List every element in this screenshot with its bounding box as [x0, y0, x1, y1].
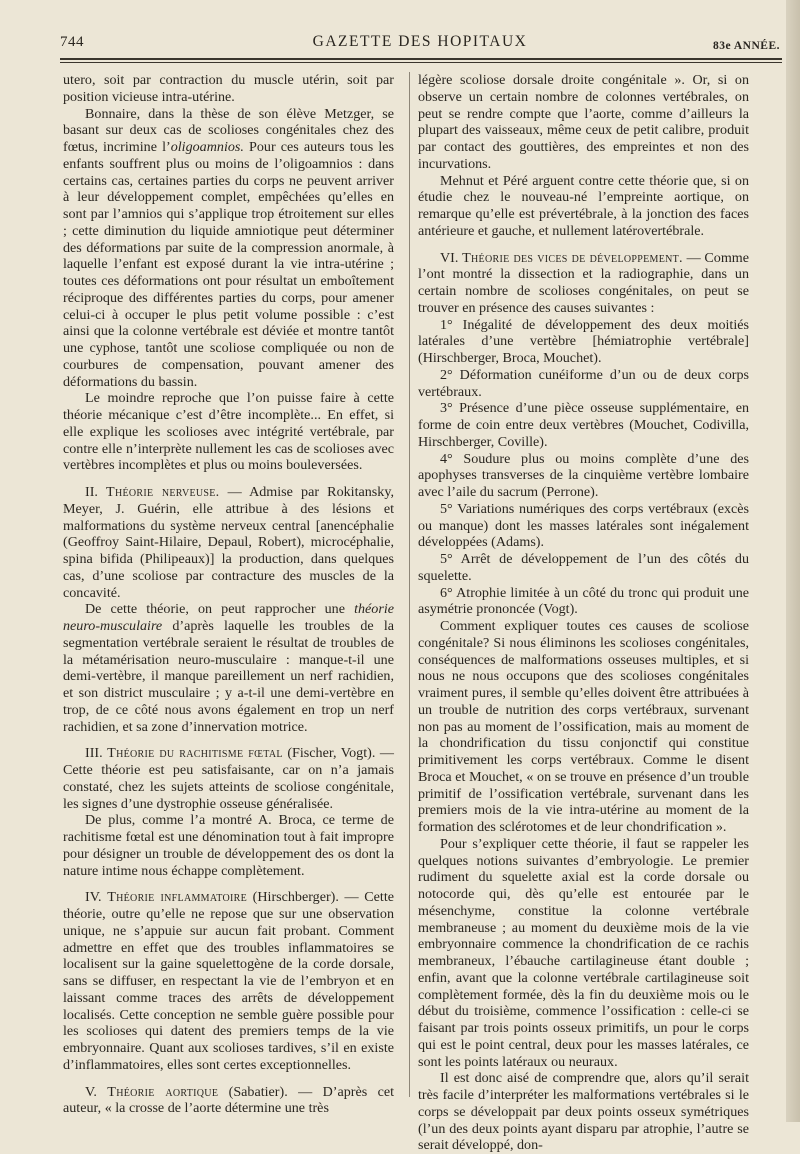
text-run: — Admise par Rokitansky, Meyer, J. Guérin, elle attribue à des lésions et malformations du système nerveux central [anencéphalie (Geoffroy Saint-Hilaire, Depaul, Robert), microcéphalie, spina bifida (Philipeaux)] la production, dans quelques cas, d’une scoliose par contracture des muscles de la concavité.	[63, 484, 394, 601]
paragraph: De plus, comme l’a montré A. Broca, ce terme de rachitisme fœtal est une dénomination tout à fait impropre pour désigner un trouble de développement des os dont la nature intime nous échappe complètement.	[63, 812, 394, 879]
header-rule-thin	[60, 62, 782, 63]
text-run: III.	[85, 745, 108, 762]
paragraph: légère scoliose dorsale droite congénitale ». Or, si on observe un certain nombre de colonnes vertébrales, on peut se rendre compte que l’aorte, comme d’ailleurs la plupart des vaisseaux, même ceux de petit calibre, produit par contact des gouttières, des empreintes et non des incurvations.	[418, 72, 749, 172]
section-heading: Théorie du rachitisme fœtal	[107, 745, 283, 762]
year-label: 83e ANNÉE.	[713, 40, 780, 52]
page-edge	[786, 0, 800, 1122]
text-run: Pour ces auteurs tous les enfants souffrent plus ou moins de l’oligoamnios : dans certains cas, certaines parties du corps ne peuvent arriver à leur développement complet, empêchées qu’elles en sont par l’amnios qui s’applique trop étroitement sur elles ; cette diminution du liquide amniotique peut déterminer des déformations par suite de la compression anormale, à laquelle l’enfant est exposé durant la vie intra-utérine ; toutes ces déformations ont pour résultat un emboîtement réciproque des différentes parties du corps, pour amener celui-ci à occuper le plus petit volume possible : c’est ainsi que la colonne vertébrale est déviée et montre tantôt une cyphose, tantôt une scoliose compliquée ou non de courbures de compensation, pouvant amener des déformations du bassin.	[63, 139, 394, 390]
section-heading: Théorie inflammatoire	[107, 889, 248, 906]
column-divider	[409, 72, 410, 1097]
paragraph: 2° Déformation cunéiforme d’un ou de deux corps vertébraux.	[418, 366, 749, 400]
paragraph: 4° Soudure plus ou moins complète d’une des apophyses transverses de la cinquième vertèbre lombaire avec l’aile du sacrum (Perrone).	[418, 450, 749, 500]
paragraph: utero, soit par contraction du muscle utérin, soit par position vicieuse intra-utérine.	[63, 72, 394, 105]
paragraph: 3° Présence d’une pièce osseuse supplémentaire, en forme de coin entre deux vertèbres (Mouchet, Codivilla, Hirschberger, Coville).	[418, 400, 749, 450]
paragraph	[63, 1084, 394, 1118]
paragraph: Il est donc aisé de comprendre que, alors qu’il serait très facile d’interpréter les malformations vertébrales si le corps se développait par deux points osseux symétriques (l’un des deux points ayant disparu par atrophie, l’autre se serait développé, don-	[418, 1070, 749, 1154]
paragraph: Comment expliquer toutes ces causes de scoliose congénitale? Si nous éliminons les scolioses congénitales, conséquences de malformations osseuses multiples, et si nous ne nous occupons que des scolioses congénitales vraiment pures, il semble qu’elles doivent être attribuées à un trouble de nutrition des corps vertébraux, survenant non pas au moment de l’ossification, mais au moment de la chondrification du tissu conjonctif qui constitue primitivement les corps vertébraux. Comme le disent Broca et Mouchet, « on se trouve en présence d’un trouble primitif de l’ossification vertébrale, survenant dans les premiers mois de la vie intra-utérine au moment de la formation des sclérotomes et de leur chondrification ».	[418, 618, 749, 835]
section-heading: Théorie des vices de développement.	[462, 249, 683, 266]
text-run: (Fischer, Vogt). — Cette théorie est peu satisfaisante, car on n’a jamais constaté, chez les sujets atteints de scoliose congénitale, les signes d’une dystrophie osseuse généralisée.	[63, 745, 394, 812]
paragraph	[63, 601, 394, 735]
text-run: Bonnaire, dans la thèse de son élève Metzger, se basant sur deux cas de scolioses congénitales chez des fœtus, incrimine l’	[63, 105, 394, 155]
paragraph	[63, 889, 394, 1073]
header-rule-thick	[60, 58, 782, 60]
left-column	[63, 72, 394, 1117]
journal-title: GAZETTE DES HOPITAUX	[312, 33, 528, 50]
paragraph	[63, 745, 394, 812]
paragraph: Le moindre reproche que l’on puisse faire à cette théorie mécanique c’est d’être incomplète... En effet, si elle explique les scolioses avec intégrité vertébrale, par contre elle n’interprète nullement les cas de scolioses avec vertèbres incomplètes et plus ou moins bouleversées.	[63, 390, 394, 474]
paragraph	[63, 106, 394, 391]
italic-term: théorie neuro-musculaire	[63, 601, 394, 634]
text-run: — Comme l’ont montré la dissection et la radiographie, dans un certain nombre de scolioses congénitales, on peut se trouver en présence des causes suivantes :	[418, 249, 749, 316]
text-run: d’après laquelle les troubles de la segmentation vertébrale seraient le résultat de troubles de la métamérisation neuro-musculaire : manque-t-il une demi-vertèbre, il manque pareillement un nerf rachidien, et son district musculaire ; y a-t-il une demi-vertèbre en trop, de ce côté nous avons également en trop un nerf rachidien, et sa zone d’innervation motrice.	[63, 618, 394, 735]
text-run: IV.	[85, 889, 108, 906]
section-heading: Théorie aortique	[107, 1083, 219, 1100]
text-run: VI.	[440, 249, 463, 266]
section-heading: Théorie nerveuse.	[106, 484, 220, 500]
page-number: 744	[60, 34, 84, 50]
text-run: De cette théorie, on peut rapprocher une	[85, 601, 355, 618]
right-column	[418, 72, 749, 1154]
italic-term: oligoamnios.	[170, 139, 244, 155]
paragraph	[63, 484, 394, 601]
paragraph: 1° Inégalité de développement des deux moitiés latérales d’une vertèbre [hémiatrophie vertébrale] (Hirschberger, Broca, Mouchet).	[418, 316, 749, 366]
paragraph: Mehnut et Péré arguent contre cette théorie que, si on étudie chez le nouveau-né l’empreinte aortique, on remarque qu’elle est prévertébrale, à la jonction des faces antérieure et gauche, et nullement latérovertébrale.	[418, 172, 749, 239]
paragraph: 5° Arrêt de développement de l’un des côtés du squelette.	[418, 551, 749, 584]
text-run: II.	[85, 484, 107, 500]
page-header	[60, 30, 780, 58]
paragraph: Pour s’expliquer cette théorie, il faut se rappeler les quelques notions suivantes d’embryologie. Le premier rudiment du squelette axial est la corde dorsale ou notocorde qui, dès qu’elle est entourée par le mésenchyme, constitue la colonne vertébrale membraneuse ; au moment du deuxième mois de la vie embryonnaire commence la chondrification de ce rachis membraneux, l’ébauche cartilagineuse étant double ; enfin, avant que la colonne vertébrale cartilagineuse soit complètement formée, dès la fin du deuxième mois ou le début du troisième, commence l’ossification : celle-ci se faisant par trois points osseux primitifs, un pour le corps qui est le point central, deux pour les masses latérales, ce sont les points latéraux ou neuraux.	[418, 835, 749, 1070]
paragraph: 5° Variations numériques des corps vertébraux (excès ou manque) dont les masses latérales sont inégalement développées (Adams).	[418, 500, 749, 551]
text-run: V.	[85, 1083, 108, 1100]
text-run: (Sabatier). — D’après cet auteur, « la crosse de l’aorte détermine une très	[63, 1083, 394, 1117]
paragraph	[418, 250, 749, 317]
text-run: (Hirschberger). — Cette théorie, outre qu’elle ne repose que sur une observation unique, ne s’appuie sur aucun fait probant. Comment admettre en effet que des troubles inflammatoires se localisent sur la gaine squelettogène de la corde dorsale, sans se diffuser, en respectant la vie de l’embryon et en laissant comme traces des arrêts de développement localisés. Cette conception ne semble guère possible pour les scolioses qui datent des premiers temps de la vie embryonnaire. Quant aux scolioses tardives, s’il en existe d’inflammatoires, elles sont certes exceptionnelles.	[63, 889, 394, 1073]
paragraph: 6° Atrophie limitée à un côté du tronc qui produit une asymétrie prononcée (Vogt).	[418, 584, 749, 618]
